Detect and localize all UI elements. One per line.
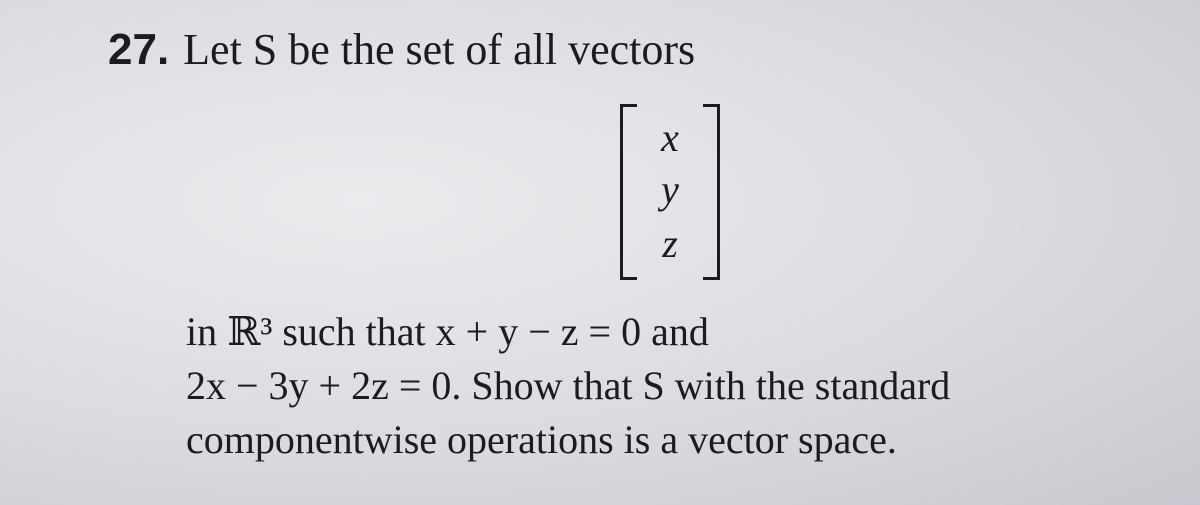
problem-line-3: componentwise operations is a vector space.: [186, 417, 897, 462]
problem-line-1: in ℝ³ such that x + y − z = 0 and: [186, 309, 709, 354]
vector-component-z: z: [662, 221, 678, 266]
problem-header: [108, 24, 695, 75]
vector-component-x: x: [661, 115, 679, 160]
problem-number: 27.: [108, 25, 170, 74]
vector-component-y: y: [661, 167, 679, 212]
problem-line-2: 2x − 3y + 2z = 0. Show that S with the standard: [186, 363, 951, 408]
problem-intro: Let S be the set of all vectors: [183, 25, 696, 74]
column-vector: [620, 104, 720, 284]
